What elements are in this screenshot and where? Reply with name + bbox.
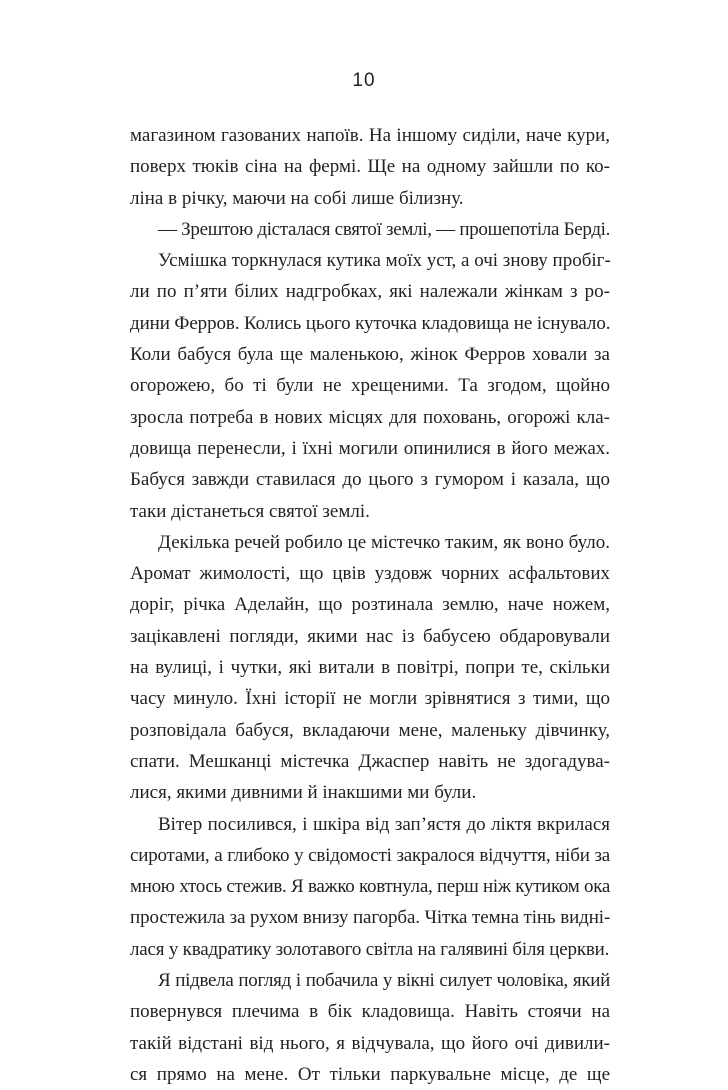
text-line: сиротами, а глибоко у свідомості закралося відчуття, ніби за bbox=[130, 844, 610, 866]
text-line: Вітер посилився, і шкіра від зап’ястя до ліктя вкрилася bbox=[158, 813, 610, 835]
text-line: доріг, річка Аделайн, що розтинала землю, наче ножем, bbox=[130, 594, 610, 616]
text-line: — Зрештою дісталася святої землі, — прошепотіла Берді. bbox=[158, 218, 611, 240]
text-line: Я підвела погляд і побачила у вікні силует чоловіка, який bbox=[158, 970, 610, 992]
text-line: спати. Мешканці містечка Джаспер навіть не здогадува- bbox=[130, 750, 610, 772]
text-line: лися, якими дивними й інакшими ми були. bbox=[130, 782, 477, 804]
text-line: мною хтось стежив. Я важко ковтнула, перш ніж кутиком ока bbox=[130, 876, 610, 898]
text-line: Усмішка торкнулася кутика моїх уст, а очі знову пробіг- bbox=[158, 250, 611, 272]
text-line: Декілька речей робило це містечко таким, як воно було. bbox=[158, 531, 610, 553]
text-line: зацікавлені погляди, якими нас із бабусею обдаровували bbox=[130, 625, 610, 647]
text-line: лася у квадратику золотавого світла на галявині біля церкви. bbox=[130, 938, 610, 960]
body-text bbox=[130, 120, 610, 1090]
text-line: Коли бабуся була ще маленькою, жінок Ферров ховали за bbox=[130, 344, 610, 366]
text-line: простежила за рухом внизу пагорба. Чітка темна тінь видні- bbox=[130, 907, 611, 929]
text-line: Аромат жимолості, що цвів уздовж чорних асфальтових bbox=[130, 563, 610, 585]
text-line: Бабуся завжди ставилася до цього з гумором і казала, що bbox=[130, 469, 610, 491]
text-line: повернувся плечима в бік кладовища. Навіть стоячи на bbox=[130, 1001, 610, 1023]
text-line: ся прямо на мене. От тільки паркувальне місце, де ще bbox=[130, 1063, 610, 1085]
text-line: поверх тюків сіна на фермі. Ще на одному зайшли по ко- bbox=[130, 156, 610, 178]
text-line: часу минуло. Їхні історії не могли зрівнятися з тими, що bbox=[130, 688, 610, 710]
text-line: таки дістанеться святої землі. bbox=[130, 500, 370, 522]
text-line: ли по п’яти білих надгробках, які належали жінкам з ро- bbox=[130, 281, 610, 303]
text-line: дини Ферров. Колись цього куточка кладовища не існувало. bbox=[130, 312, 611, 334]
text-line: такій відстані від нього, я відчувала, що його очі дивили- bbox=[130, 1032, 610, 1054]
text-line: зросла потреба в нових місцях для поховань, огорожі кла- bbox=[130, 406, 610, 428]
text-line: розповідала бабуся, вкладаючи мене, маленьку дівчинку, bbox=[130, 719, 610, 741]
text-line: довища перенесли, і їхні могили опинилися в його межах. bbox=[130, 437, 610, 459]
text-line: ліна в річку, маючи на собі лише білизну. bbox=[130, 187, 464, 209]
text-line: огорожею, бо ті були не хрещеними. Та згодом, щойно bbox=[130, 375, 610, 397]
page-number: 10 bbox=[352, 70, 376, 91]
text-line: на вулиці, і чутки, які витали в повітрі, попри те, скільки bbox=[130, 657, 610, 679]
text-line: магазином газованих напоїв. На іншому сиділи, наче кури, bbox=[130, 125, 610, 146]
